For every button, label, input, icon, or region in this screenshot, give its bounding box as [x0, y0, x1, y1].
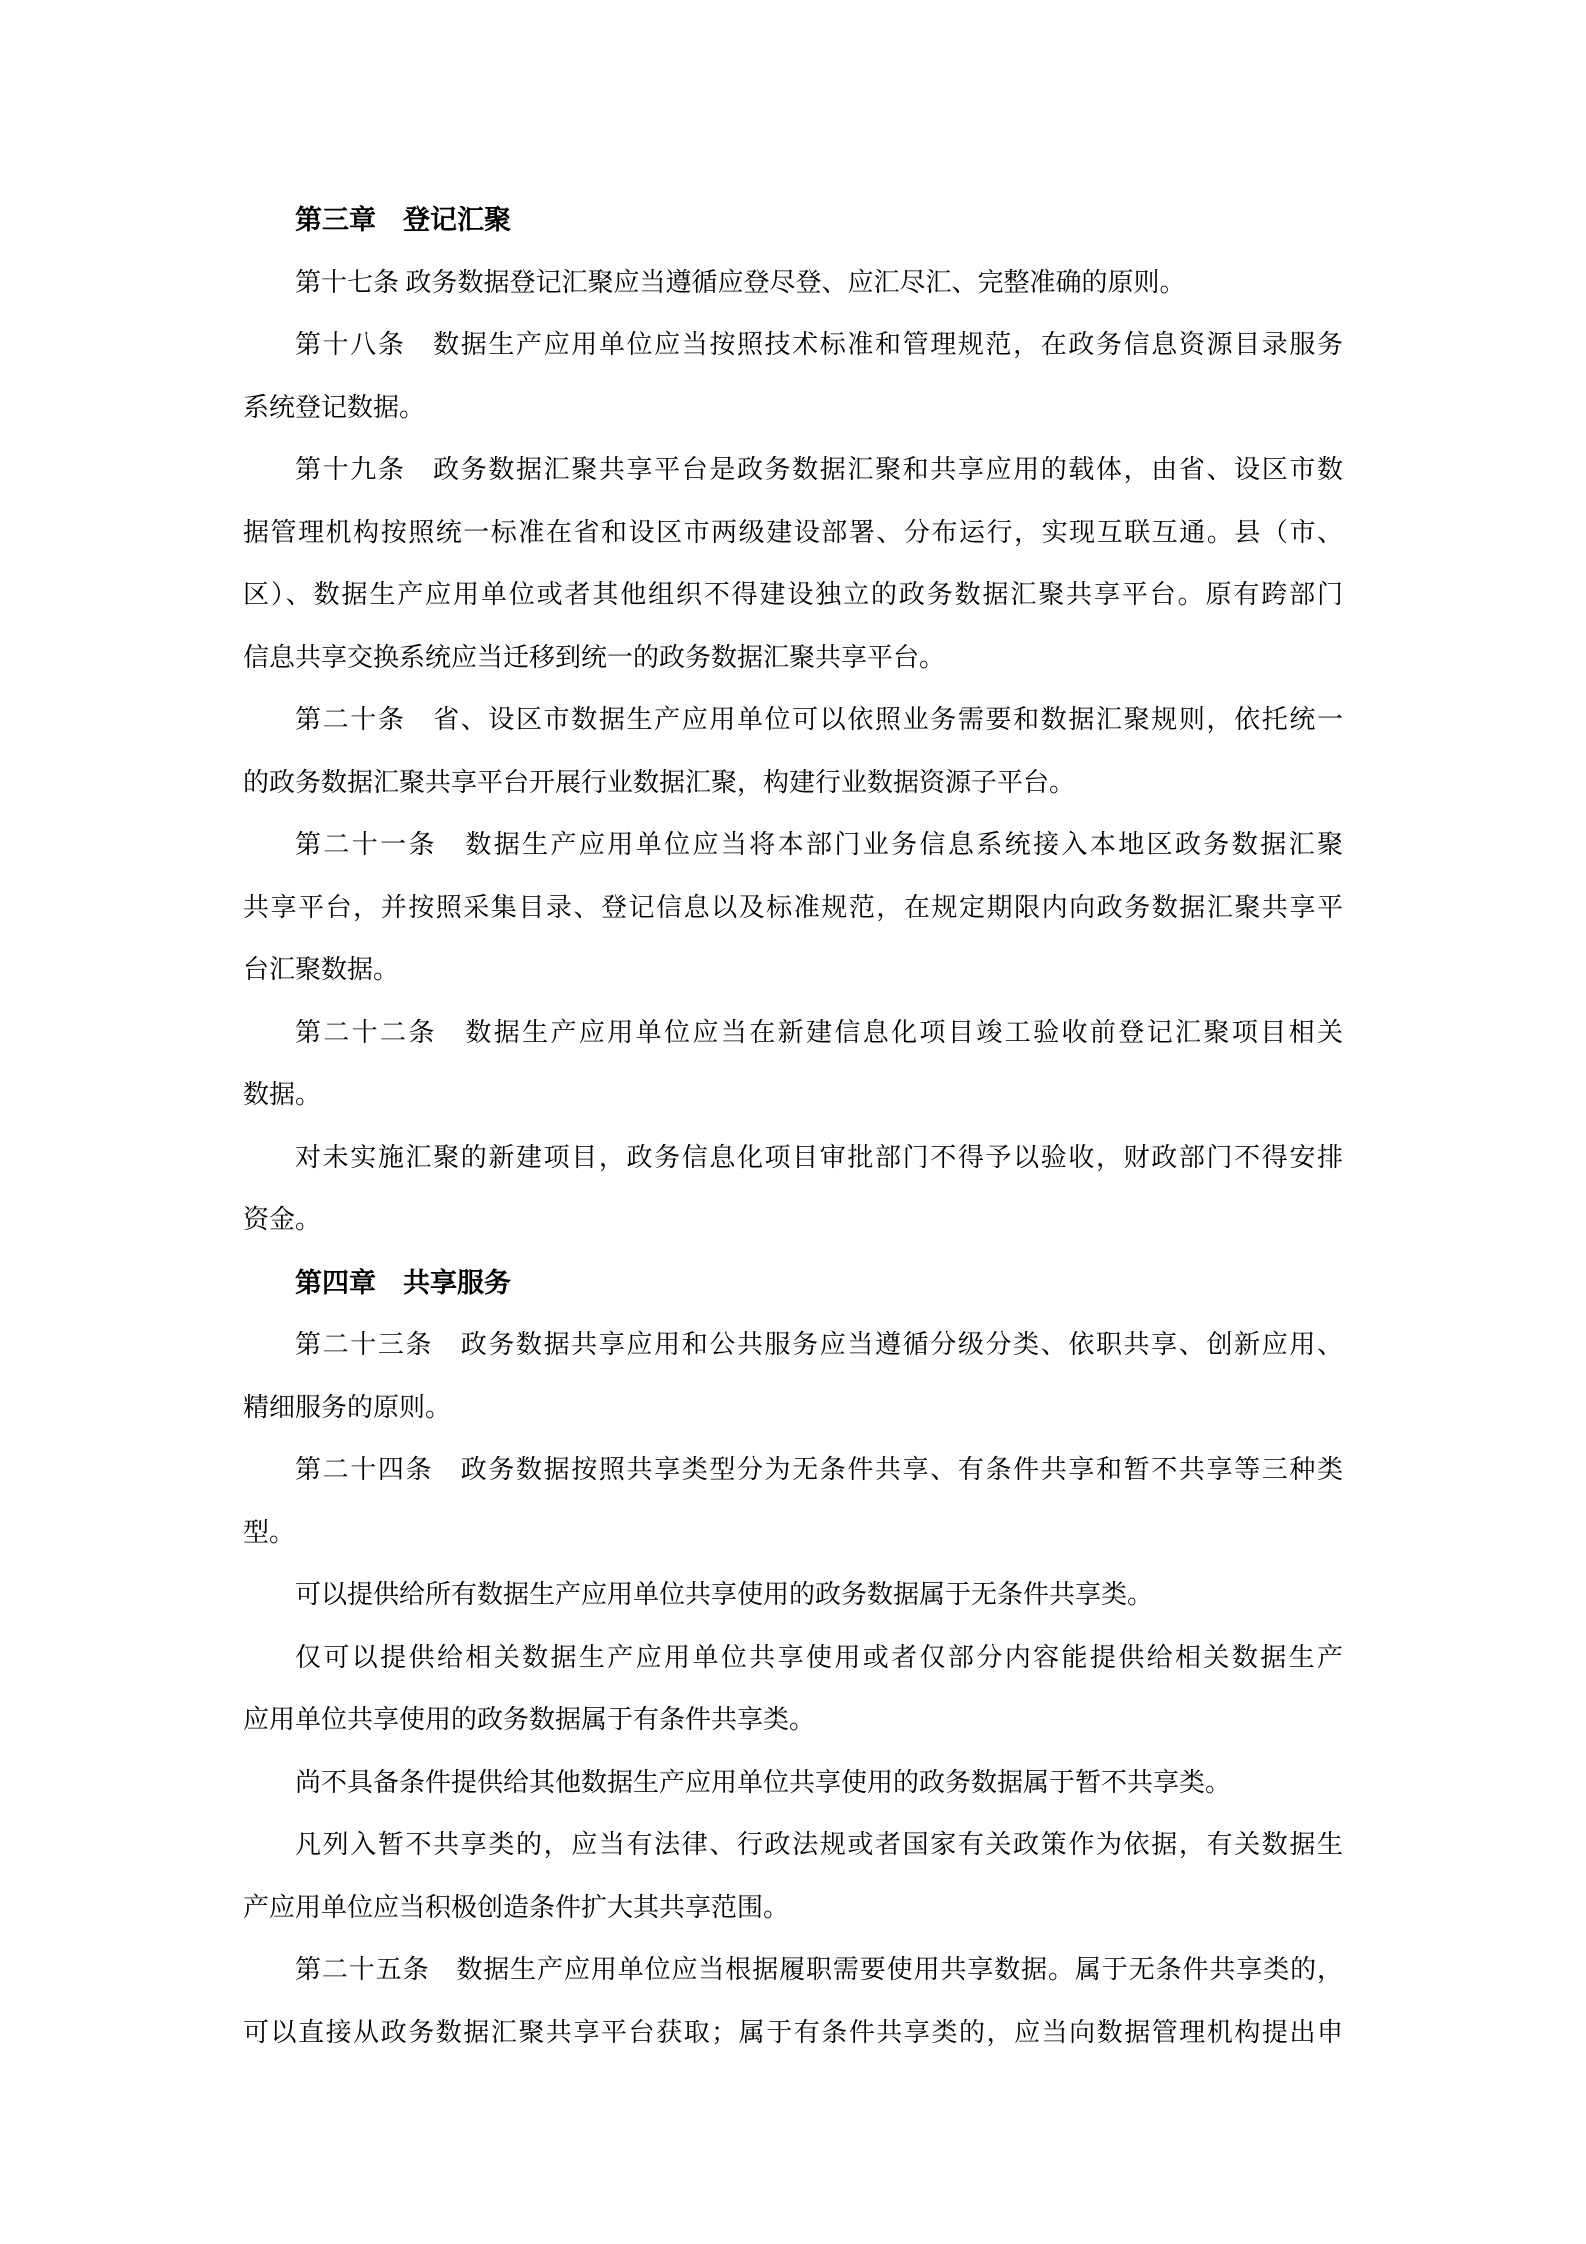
text-line: 可以直接从政务数据汇聚共享平台获取；属于有条件共享类的，应当向数据管理机构提出申	[243, 2017, 1343, 2047]
text-line: 第十八条 数据生产应用单位应当按照技术标准和管理规范，在政务信息资源目录服务	[295, 330, 1343, 359]
text-line: 区）、数据生产应用单位或者其他组织不得建设独立的政务数据汇聚共享平台。原有跨部门	[243, 580, 1343, 609]
chapter-heading: 第三章 登记汇聚	[295, 205, 511, 235]
text-line: 第二十三条 政务数据共享应用和公共服务应当遵循分级分类、依职共享、创新应用、	[295, 1330, 1343, 1359]
text-line: 第二十条 省、设区市数据生产应用单位可以依照业务需要和数据汇聚规则，依托统一	[295, 705, 1343, 734]
text-line: 台汇聚数据。	[243, 955, 400, 984]
text-line: 可以提供给所有数据生产应用单位共享使用的政务数据属于无条件共享类。	[295, 1580, 1154, 1609]
text-line: 共享平台，并按照采集目录、登记信息以及标准规范，在规定期限内向政务数据汇聚共享平	[243, 892, 1343, 922]
text-line: 精细服务的原则。	[243, 1392, 452, 1422]
text-line: 资金。	[243, 1205, 322, 1234]
text-line: 的政务数据汇聚共享平台开展行业数据汇聚，构建行业数据资源子平台。	[243, 767, 1076, 797]
text-line: 仅可以提供给相关数据生产应用单位共享使用或者仅部分内容能提供给相关数据生产	[295, 1642, 1343, 1672]
document-content	[243, 189, 1343, 2064]
text-line: 第二十一条 数据生产应用单位应当将本部门业务信息系统接入本地区政务数据汇聚	[295, 830, 1343, 859]
text-line: 型。	[243, 1517, 296, 1547]
text-line: 信息共享交换系统应当迁移到统一的政务数据汇聚共享平台。	[243, 642, 946, 672]
text-line: 第十七条 政务数据登记汇聚应当遵循应登尽登、应汇尽汇、完整准确的原则。	[295, 267, 1186, 297]
text-line: 据管理机构按照统一标准在省和设区市两级建设部署、分布运行，实现互联互通。县（市、	[243, 517, 1343, 547]
text-line: 应用单位共享使用的政务数据属于有条件共享类。	[243, 1705, 816, 1734]
text-line: 第二十二条 数据生产应用单位应当在新建信息化项目竣工验收前登记汇聚项目相关	[295, 1017, 1343, 1047]
text-line: 产应用单位应当积极创造条件扩大其共享范围。	[243, 1892, 790, 1922]
text-line: 第二十四条 政务数据按照共享类型分为无条件共享、有条件共享和暂不共享等三种类	[295, 1455, 1343, 1484]
text-line: 对未实施汇聚的新建项目，政务信息化项目审批部门不得予以验收，财政部门不得安排	[295, 1142, 1343, 1172]
text-line: 凡列入暂不共享类的，应当有法律、行政法规或者国家有关政策作为依据，有关数据生	[295, 1830, 1343, 1859]
text-line: 尚不具备条件提供给其他数据生产应用单位共享使用的政务数据属于暂不共享类。	[295, 1767, 1232, 1797]
chapter-heading: 第四章 共享服务	[295, 1267, 511, 1298]
text-line: 数据。	[243, 1080, 322, 1109]
text-line: 第十九条 政务数据汇聚共享平台是政务数据汇聚和共享应用的载体，由省、设区市数	[295, 455, 1343, 484]
text-line: 第二十五条 数据生产应用单位应当根据履职需要使用共享数据。属于无条件共享类的，	[295, 1955, 1343, 1984]
text-line: 系统登记数据。	[243, 392, 426, 422]
